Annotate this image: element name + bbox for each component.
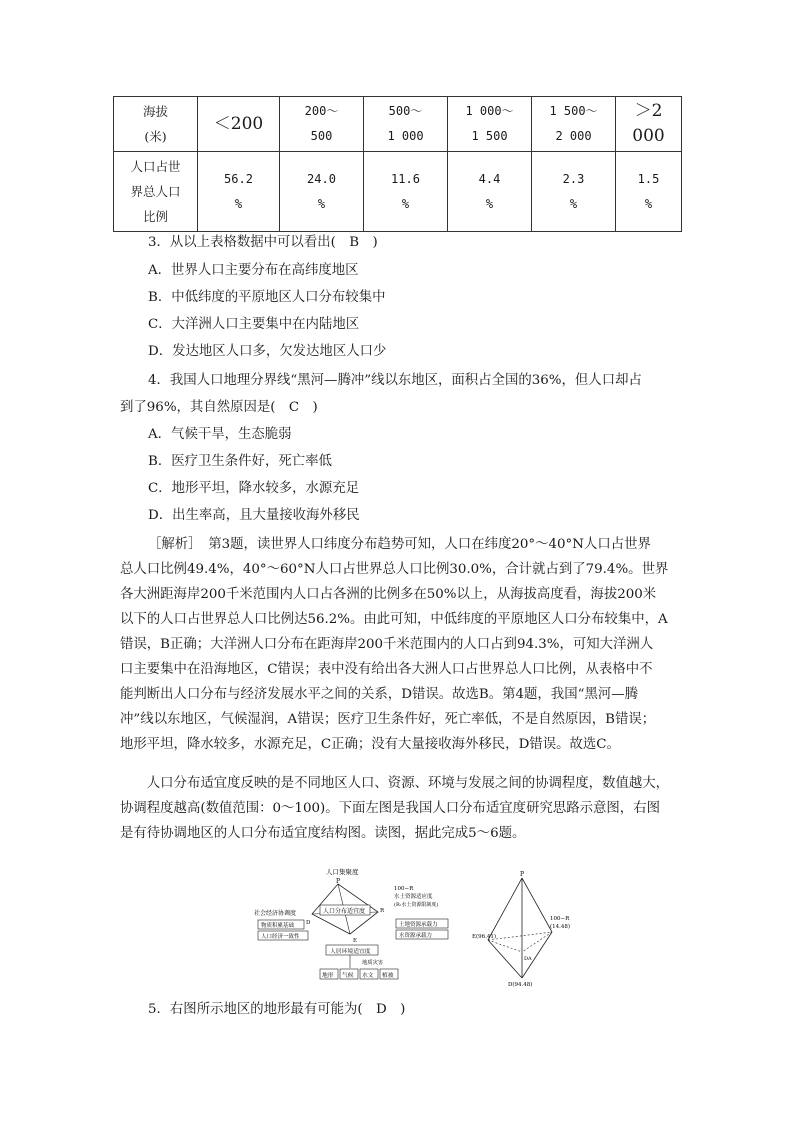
header-text: 200～ [304,104,339,118]
label-DA: DA [524,956,532,962]
table-header-cell [364,97,448,152]
table-cell [616,152,682,232]
cell-value: 24.0 [307,171,336,186]
factor-climate: 气候 [342,973,354,979]
label-P: P [336,878,341,885]
label-top: 人口集聚度 [326,868,359,876]
right-figure [472,871,570,988]
analysis-line: 以下的人口占世界总人口比例达56.2%。由此可知，中低纬度的平原地区人口分布较集中，A [120,612,668,627]
table-cell [280,152,364,232]
analysis-line: 地形平坦，降水较多，水源充足，C正确；没有大量接收海外移民，D错误。故选C。 [120,737,620,752]
question-4-option-d: D．出生率高，且大量接收海外移民 [148,508,360,523]
label-right-box-2: 水资源承载力 [399,933,433,939]
label-R-1: 100−R [550,916,570,922]
altitude-population-table [113,96,682,232]
intro-block [120,771,686,846]
label-right-title-2: 水土资源适应度 [394,894,433,900]
edge-PE [488,878,522,940]
label-E: E [353,938,358,944]
header-text: 1 500 [471,129,508,143]
label-D: D(94.48) [508,982,533,988]
question-4-option-a: A．气候干旱，生态脆弱 [148,427,292,442]
table-header-cell [616,97,682,152]
header-text: ＞2 000 [632,101,665,146]
header-text: 500 [310,129,333,143]
edge-inner [522,932,552,952]
analysis-line: 各大洲距海岸200千米范围内人口占各洲的比例多在50%以上，从海拔高度看，海拔200米 [120,587,657,602]
cell-unit: % [485,196,494,211]
factor-hydrology: 水文 [362,973,374,979]
header-text: 1 000 [387,129,424,143]
intro-line: 协调程度越高(数值范围：0～100)。下面左图是我国人口分布适宜度研究思路示意图，右图 [120,801,660,816]
label-line: 海拔 [142,104,168,119]
cell-unit: % [569,196,578,211]
cell-value: 1.5 [637,171,660,186]
question-3-stem: 3．从以上表格数据中可以看出( B ) [148,235,378,250]
analysis-line: 口主要集中在沿海地区，C错误；表中没有给出各大洲人口占世界总人口比例，从表格中不 [120,662,653,677]
question-5-stem: 5．右图所示地区的地形最有可能为( D ) [148,1002,406,1017]
cell-unit: % [644,196,653,211]
question-3-option-b: B．中低纬度的平原地区人口分布较集中 [148,290,386,305]
cell-unit: % [401,196,410,211]
analysis-line: 冲”线以东地区，气候湿润，A错误；医疗卫生条件好，死亡率低，不是自然原因，B错误； [120,712,656,727]
label-bottom-box: 人居环境适宜度 [330,949,371,955]
table-row-label [114,152,198,232]
label-line: 比例 [142,209,168,224]
factor-terrain: 地形 [322,973,334,979]
label-hazard: 地质灾害 [362,960,384,966]
label-R-2: (14.48) [550,924,571,930]
table-cell [364,152,448,232]
analysis-line: ［解析］ 第3题，读世界人口纬度分布趋势可知，人口在纬度20°～40°N人口占世界 [148,537,651,552]
label-right-title-3: (R:水土资源限制度) [394,902,439,908]
cell-unit: % [317,196,326,211]
edge-ER [488,932,552,940]
factor-vegetation: 植被 [382,973,394,979]
question-4-stem-line1: 4．我国人口地理分界线“黑河—腾冲”线以东地区，面积占全国的36%，但人口却占 [148,373,642,388]
table-header-cell [198,97,280,152]
cell-value: 56.2 [224,171,253,186]
label-left-box-2: 人口经济一致性 [261,934,300,940]
left-figure [254,867,448,979]
edge-PR [522,878,552,932]
cell-unit: % [234,196,243,211]
intro-line: 是有待协调地区的人口分布适宜度结构图。读图，据此完成5～6题。 [120,826,526,841]
figures [250,862,580,990]
label-E: E(96.41) [472,934,497,940]
label-R: R [380,908,385,914]
label-line: 人口占世 [130,159,181,174]
question-3-option-a: A．世界人口主要分布在高纬度地区 [148,263,359,278]
table-cell [532,152,616,232]
header-text: 1 000～ [465,104,514,118]
cell-value: 4.4 [478,171,501,186]
label-left-box-1: 物质积累基础 [261,923,295,929]
table-header-cell [280,97,364,152]
header-text: ＜200 [213,113,264,134]
table-row-altitude [114,97,682,152]
cell-value: 2.3 [562,171,585,186]
label-D: D [306,920,311,926]
question-3-option-c: C．大洋洲人口主要集中在内陆地区 [148,317,360,332]
table-cell [198,152,280,232]
analysis-line: 错误，B正确；大洋洲人口分布在距海岸200千米范围内的人口占到94.3%，可知大洋洲人 [120,637,654,652]
label-line: 界总人口 [130,184,181,199]
question-3-option-d: D．发达地区人口多，欠发达地区人口少 [148,344,387,359]
analysis-line: 总人口比例49.4%，40°～60°N人口占世界总人口比例30.0%，合计就占到了79.4%。世界 [120,562,669,577]
table-cell [448,152,532,232]
question-4-stem-line2: 到了96%，其自然原因是( C ) [120,400,318,415]
label-left-title: 社会经济协调度 [254,910,297,917]
table-row-population [114,152,682,232]
table-header-cell [532,97,616,152]
label-right-box-1: 土地资源承载力 [399,922,438,928]
header-text: 2 000 [555,129,592,143]
label-line: (米) [144,129,167,144]
label-center: 人口分布适宜度 [323,908,366,915]
header-text: 500～ [388,104,423,118]
cell-value: 11.6 [391,171,420,186]
analysis-block [120,532,686,757]
table-header-label [114,97,198,152]
intro-line: 人口分布适宜度反映的是不同地区人口、资源、环境与发展之间的协调程度，数值越大， [120,776,670,791]
header-text: 1 500～ [549,104,598,118]
question-4-option-b: B．医疗卫生条件好，死亡率低 [148,454,332,469]
question-4-option-c: C．地形平坦，降水较多，水源充足 [148,481,360,496]
table-header-cell [448,97,532,152]
analysis-line: 能判断出人口分布与经济发展水平之间的关系，D错误。故选B。第4题，我国“黑河—腾 [120,687,639,702]
label-right-title-1: 100−R [394,886,414,892]
edge-RD [522,932,552,978]
label-P: P [520,871,525,878]
